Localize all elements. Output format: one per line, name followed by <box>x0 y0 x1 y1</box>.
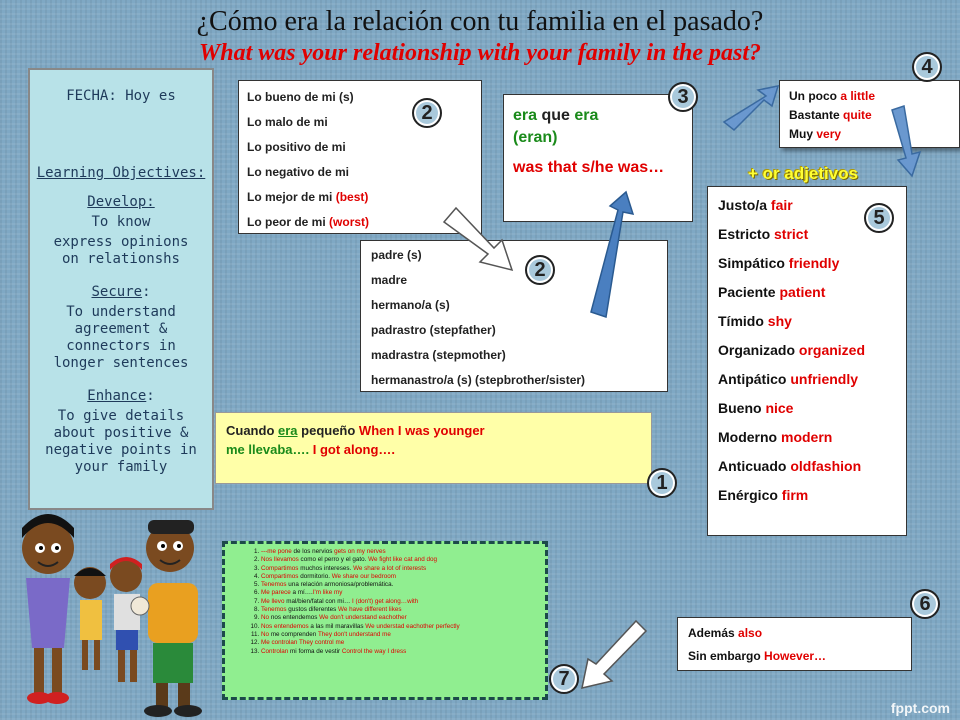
lo-peor: Lo peor de mi <box>247 215 326 229</box>
fppt-watermark: fppt.com <box>890 700 950 716</box>
adj-en: friendly <box>788 255 840 271</box>
phrase-en: We have different likes <box>338 606 402 614</box>
secure-text: To understand agreement & connectors in longer sentences <box>53 304 189 371</box>
degree-en: a little <box>840 89 876 103</box>
phrase-es-rest: como el perro y el gato. <box>298 556 369 564</box>
degree-en: quite <box>843 108 872 122</box>
phrase-item <box>261 565 539 573</box>
degree-es: Bastante <box>789 108 840 122</box>
adj-row <box>718 307 896 336</box>
phrase-item <box>261 606 539 614</box>
degree-box <box>779 80 960 148</box>
secure-heading: Secure <box>91 284 143 300</box>
family-item: hermano/a (s) <box>371 298 450 312</box>
eran: (eran) <box>513 129 558 146</box>
badge-7: 7 <box>549 664 579 694</box>
adj-es: Justo/a <box>718 197 768 213</box>
connector-es: Sin embargo <box>688 649 761 663</box>
arrow-to-phrases-icon <box>582 621 646 688</box>
lo-peor-line <box>247 210 473 235</box>
adj-en: modern <box>781 429 833 445</box>
phrase-es-verb: Me controlan <box>261 639 298 647</box>
badge-6: 6 <box>910 589 940 619</box>
phrase-es-rest: dormitorio. <box>298 572 332 580</box>
degree-es: Muy <box>789 127 813 141</box>
connector-row <box>688 645 901 668</box>
lo-mejor: Lo mejor de mi <box>247 190 333 204</box>
era-2: era <box>574 107 599 124</box>
secure-line <box>30 284 212 301</box>
badge-1: 1 <box>647 468 677 498</box>
phrase-en: They control me <box>299 639 345 647</box>
enhance-text: To give details about positive & negative points in your family <box>45 408 197 475</box>
phrase-en: We fight like cat and dog <box>368 556 437 564</box>
develop-text-2: express opinions on relationshs <box>53 234 189 267</box>
connectors-box <box>677 617 912 671</box>
phrase-en: We don't understand eachother <box>317 614 407 622</box>
lo-line: Lo malo de mi <box>247 115 328 129</box>
enhance-heading: Enhance <box>87 388 147 404</box>
adj-row <box>718 336 896 365</box>
adjectives-box <box>707 186 907 536</box>
phrase-en: We share a lot of interests <box>353 564 427 572</box>
phrase-en: gets on my nerves <box>334 548 386 555</box>
phrase-es-verb: ---me pone <box>261 548 292 555</box>
title-spanish: ¿Cómo era la relación con tu familia en el pasado? <box>196 6 764 37</box>
family-item: padre (s) <box>371 248 422 262</box>
adj-es: Estricto <box>718 226 771 242</box>
adj-row <box>718 452 896 481</box>
phrase-es-rest: mal/bien/fatal con mi… <box>284 597 352 605</box>
connector-row <box>688 622 901 645</box>
cuando-line <box>226 421 641 440</box>
lo-line: Lo positivo de mi <box>247 140 346 154</box>
era-english: was that s/he was… <box>513 159 665 176</box>
adj-en: shy <box>767 313 792 329</box>
llevaba-line <box>226 440 641 459</box>
phrase-es-verb: Nos entendemos <box>261 622 309 630</box>
adj-row <box>718 278 896 307</box>
phrase-item <box>261 648 539 656</box>
phrase-es-verb: Me llevo <box>261 597 285 605</box>
adj-en: fair <box>770 197 793 213</box>
phrase-en: I (don't) get along…with <box>352 597 419 605</box>
era-que-era-box <box>503 94 693 222</box>
degree-es: Un poco <box>789 89 837 103</box>
phrase-es-verb: Controlan <box>261 647 289 655</box>
adj-es: Enérgico <box>718 487 778 503</box>
adj-es: Simpático <box>718 255 785 271</box>
family-members-box <box>360 240 668 392</box>
lo-phrases-box <box>238 80 482 234</box>
adj-row <box>718 481 896 510</box>
phrase-item <box>261 548 539 556</box>
lo-line: Lo negativo de mi <box>247 165 350 179</box>
phrase-es-rest: gustos diferentes <box>286 606 339 614</box>
adj-es: Tímido <box>718 313 764 329</box>
badge-3: 3 <box>668 82 698 112</box>
phrase-es-verb: No <box>261 630 271 638</box>
fecha-label: FECHA: Hoy es <box>66 88 176 104</box>
phrase-en: We share our bedroom <box>331 572 396 580</box>
degree-row <box>789 87 950 106</box>
phrase-es-verb: Tenemos <box>261 581 287 589</box>
adj-row <box>718 423 896 452</box>
badge-2-family: 2 <box>525 255 555 285</box>
phrase-es-rest: me comprenden <box>270 630 317 638</box>
develop-text-1: To know <box>91 214 151 230</box>
adj-en: unfriendly <box>790 371 859 387</box>
adj-es: Bueno <box>718 400 762 416</box>
mother-figure <box>22 514 74 704</box>
phrase-es-verb: Me parece <box>261 589 291 597</box>
era-1: era <box>513 107 538 124</box>
phrase-es-rest: nos entendemos <box>270 614 318 622</box>
develop-heading: Develop: <box>87 194 155 210</box>
phrase-list <box>233 548 539 656</box>
family-item: madrastra (stepmother) <box>371 348 506 362</box>
adj-en: organized <box>798 342 866 358</box>
degree-row <box>789 106 950 125</box>
adjetivos-title: + or adjetivos <box>748 164 859 183</box>
adj-es: Organizado <box>718 342 796 358</box>
adj-es: Moderno <box>718 429 778 445</box>
phrase-es-verb: Compartimos <box>261 564 299 572</box>
adj-en: strict <box>774 226 809 242</box>
adj-es: Anticuado <box>718 458 787 474</box>
adj-row <box>718 365 896 394</box>
degree-row <box>789 125 950 144</box>
secure-colon: : <box>142 284 151 300</box>
arrow-to-degree-icon <box>724 86 778 130</box>
cuando: Cuando <box>226 423 278 438</box>
era-line <box>513 105 683 127</box>
cuando-when: When I was younger <box>358 423 485 438</box>
connector-es: Además <box>688 626 735 640</box>
adj-es: Antipático <box>718 371 787 387</box>
cuando-era: era <box>278 423 298 438</box>
adj-row <box>718 249 896 278</box>
degree-en: very <box>816 127 842 141</box>
adj-en: patient <box>779 284 826 300</box>
adj-row <box>718 394 896 423</box>
adj-en: oldfashion <box>790 458 862 474</box>
phrase-es-rest: muchos intereses. <box>298 564 354 572</box>
phrases-box <box>222 541 548 700</box>
enhance-line <box>30 388 212 405</box>
family-item: padrastro (stepfather) <box>371 323 496 337</box>
phrase-es-rest: una relación armoniosa/problemática. <box>286 581 394 589</box>
phrase-es-rest: a las mil maravillas <box>308 622 366 630</box>
phrase-es-rest: de los nervios <box>291 548 335 555</box>
phrase-item <box>261 581 539 589</box>
phrase-item <box>261 598 539 606</box>
lo-peor-en: (worst) <box>329 215 370 229</box>
lo-mejor-line <box>247 185 473 210</box>
badge-4: 4 <box>912 52 942 82</box>
phrase-en: We understad eachother perfectly <box>365 622 460 630</box>
phrase-es-verb: No <box>261 614 271 622</box>
family-item: hermanastro/a (s) (stepbrother/sister) <box>371 373 586 387</box>
title-english: What was your relationship with your family in the past? <box>198 40 762 66</box>
phrase-en: Control the way I dress <box>341 647 407 655</box>
learning-objectives-panel <box>28 68 214 510</box>
got-along: I got along…. <box>312 442 396 457</box>
phrase-item <box>261 631 539 639</box>
phrase-item <box>261 556 539 564</box>
phrase-item <box>261 573 539 581</box>
era-que: que <box>537 107 575 124</box>
phrase-item <box>261 589 539 597</box>
learning-objectives-heading: Learning Objectives: <box>36 165 206 181</box>
phrase-item <box>261 623 539 631</box>
adj-en: firm <box>781 487 809 503</box>
lo-mejor-en: (best) <box>335 190 369 204</box>
phrase-es-verb: Nos llevamos <box>261 556 299 564</box>
cuando-pequeno: pequeño <box>297 423 359 438</box>
connector-en: also <box>738 626 763 640</box>
llevaba: me llevaba…. <box>226 442 313 457</box>
phrase-en: I'm like my <box>312 589 343 597</box>
cuando-era-box <box>215 412 652 484</box>
lo-line: Lo bueno de mi (s) <box>247 90 354 104</box>
daughter-figure <box>74 567 106 670</box>
son-figure <box>110 557 149 682</box>
family-cartoon-illustration <box>8 508 223 720</box>
phrase-es-verb: Tenemos <box>261 606 287 614</box>
phrase-es-rest: a mí…. <box>290 589 313 597</box>
connector-en: However… <box>764 649 827 663</box>
father-figure <box>144 520 202 717</box>
phrase-es-rest: mi forma de vestir <box>288 647 342 655</box>
phrase-item <box>261 614 539 622</box>
enhance-colon: : <box>146 388 155 404</box>
badge-5: 5 <box>864 203 894 233</box>
phrase-item <box>261 639 539 647</box>
adj-en: nice <box>765 400 794 416</box>
family-item: madre <box>371 273 408 287</box>
badge-2-top: 2 <box>412 98 442 128</box>
phrase-en: They don't understand me <box>316 630 391 638</box>
adj-es: Paciente <box>718 284 776 300</box>
phrase-es-verb: Compartimos <box>261 572 299 580</box>
